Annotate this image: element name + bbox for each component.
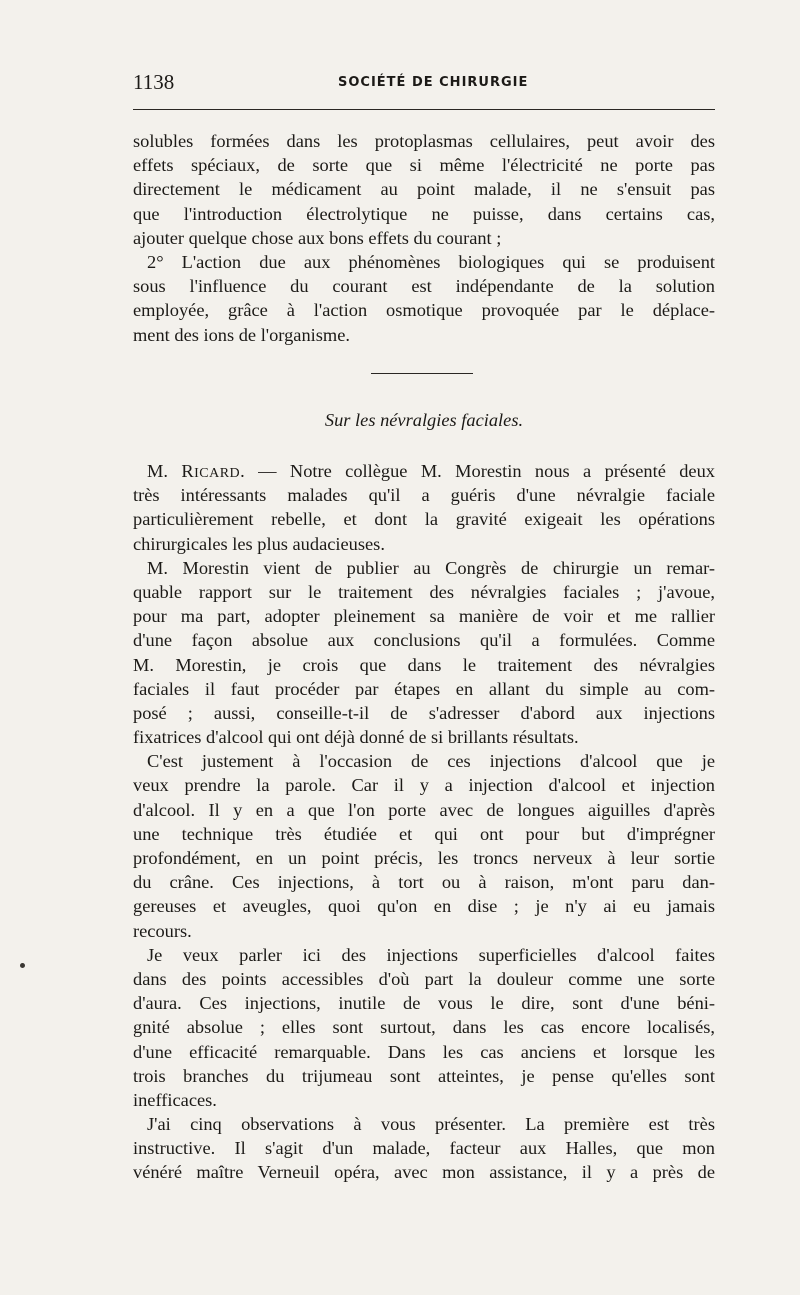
text-line: vénéré maître Verneuil opéra, avec mon assistance, il y a près de [133,1162,715,1183]
text-line: employée, grâce à l'action osmotique provoquée par le déplace- [133,300,715,321]
text-line: trois branches du trijumeau sont atteintes, je pense qu'elles sont [133,1065,715,1086]
text-line: d'alcool. Il y en a que l'on porte avec de longues aiguilles d'après [133,799,715,820]
speaker-initial: R [181,461,195,481]
speaker-text: . — Notre collègue M. Morestin nous a présenté deux [240,461,715,481]
text-line: posé ; aussi, conseille-t-il de s'adresser d'abord aux injections [133,702,715,723]
text-line: directement le médicament au point malade, il ne s'ensuit pas [133,179,715,200]
text-line: du crâne. Ces injections, à tort ou à raison, m'ont paru dan- [133,872,715,893]
text-line: recours. [133,920,192,941]
text-line: très intéressants malades qu'il a guéris d'une névralgie faciale [133,485,715,506]
text-line: inefficaces. [133,1089,217,1110]
text-line: d'une efficacité remarquable. Dans les cas anciens et lorsque les [133,1041,715,1062]
text-line: effets spéciaux, de sorte que si même l'électricité ne porte pas [133,155,715,176]
section-title: Sur les névralgies faciales. [324,410,524,430]
speaker-name [181,461,240,481]
text-line: quable rapport sur le traitement des névralgies faciales ; j'avoue, [133,581,715,602]
text-line: ment des ions de l'organisme. [133,324,350,345]
margin-dot [20,963,25,968]
text-line: profondément, en un point précis, les troncs nerveux à leur sortie [133,848,715,868]
paragraph-continuation [133,129,715,347]
header-rule [133,109,715,110]
text-line: particulièrement rebelle, et dont la gravité exigeait les opérations [133,509,715,530]
text-line: sous l'influence du courant est indépendante de la solution [133,276,715,297]
text-line: veux prendre la parole. Car il y a injection d'alcool et injection [133,775,715,796]
text-line: gereuses et aveugles, quoi qu'on en dise ; je n'y ai eu jamais [133,896,715,917]
section-divider [371,373,473,374]
text-line: fixatrices d'alcool qui ont déjà donné de si brillants résultats. [133,727,579,748]
speaker-prefix: M. [147,461,182,481]
text-line: d'une façon absolue aux conclusions qu'il a formulées. Comme [133,630,715,651]
text-line: d'aura. Ces injections, inutile de vous le dire, sont d'une béni- [133,993,715,1014]
text-line: M. Morestin, je crois que dans le traitement des névralgies [133,654,715,675]
text-line: chirurgicales les plus audacieuses. [133,533,385,554]
text-line: gnité absolue ; elles sont surtout, dans les cas encore localisés, [133,1017,715,1038]
running-header [133,70,715,100]
speaker-line [133,459,715,483]
text-line: M. Morestin vient de publier au Congrès de chirurgie un remar- [147,557,715,578]
speaker-name-rest: ICARD [194,466,241,481]
text-line: 2° L'action due aux phénomènes biologiques qui se produisent [147,251,715,272]
text-line: que l'introduction électrolytique ne puisse, dans certains cas, [133,203,715,224]
page-number: 1138 [133,70,175,94]
text-line: pour ma part, adopter pleinement sa manière de voir et me rallier [133,606,715,627]
text-line: J'ai cinq observations à vous présenter. La première est très [147,1114,715,1135]
text-line: solubles formées dans les protoplasmas cellulaires, peut avoir des [133,131,715,151]
running-title: SOCIÉTÉ DE CHIRURGIE [338,75,529,90]
text-line: ajouter quelque chose aux bons effets du courant ; [133,227,502,248]
paragraph-body [133,459,715,1185]
text-line: C'est justement à l'occasion de ces injections d'alcool que je [147,751,715,772]
text-line: une technique très étudiée et qui ont pour but d'imprégner [133,823,715,844]
text-line: faciales il faut procéder par étapes en allant du simple au com- [133,678,715,699]
text-line: dans des points accessibles d'où part la douleur comme une sorte [133,968,715,989]
text-line: instructive. Il s'agit d'un malade, facteur aux Halles, que mon [133,1138,715,1159]
text-line: Je veux parler ici des injections superficielles d'alcool faites [147,944,715,965]
